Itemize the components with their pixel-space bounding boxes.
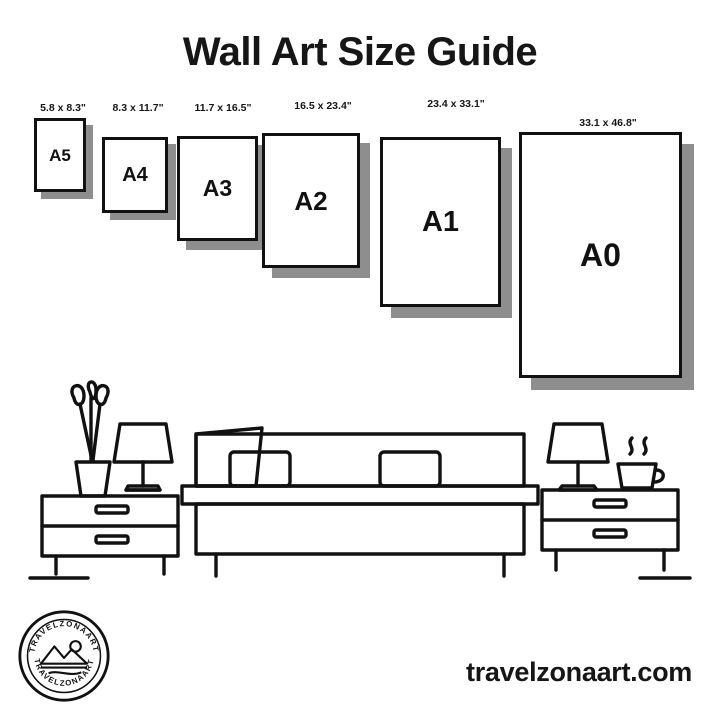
frame-label-a4: A4 <box>122 164 148 186</box>
frame-dimensions-a0: 33.1 x 46.8" <box>579 117 637 129</box>
frame-label-a5: A5 <box>49 145 71 165</box>
logo-text-bottom: TRAVELZONAART <box>32 657 96 688</box>
frame-label-a0: A0 <box>580 237 621 273</box>
logo-text-top: TRAVELZONAART <box>27 619 101 654</box>
frame-box-a1[interactable] <box>380 137 501 307</box>
frame-group-a3 <box>177 102 273 250</box>
frame-box-a4[interactable] <box>102 137 168 213</box>
page-title: Wall Art Size Guide <box>182 30 538 74</box>
frame-box-a3[interactable] <box>177 136 258 241</box>
brand-logo <box>16 608 112 704</box>
right-lamp <box>548 424 608 490</box>
footer-website-url[interactable]: travelzonaart.com <box>466 657 692 687</box>
bedroom-scene <box>0 378 720 608</box>
frame-box-a0[interactable] <box>519 132 682 378</box>
coffee-cup <box>618 438 663 488</box>
frame-group-a0 <box>519 100 699 390</box>
frame-dimensions-a4: 8.3 x 11.7" <box>112 102 164 114</box>
left-lamp <box>114 424 172 490</box>
frame-dimensions-a2: 16.5 x 23.4" <box>294 100 352 112</box>
left-nightstand <box>42 496 178 574</box>
frame-label-a3: A3 <box>202 175 233 201</box>
frame-group-a5 <box>34 102 92 198</box>
frame-dimensions-a3: 11.7 x 16.5" <box>194 102 252 114</box>
right-nightstand <box>542 490 678 570</box>
frame-group-a2 <box>262 100 376 279</box>
frame-dimensions-a1: 23.4 x 33.1" <box>427 98 485 110</box>
frame-box-a2[interactable] <box>262 133 360 268</box>
frame-box-a5[interactable] <box>34 118 86 192</box>
bed <box>182 428 538 576</box>
frame-label-a2: A2 <box>294 185 328 216</box>
frame-group-a4 <box>102 102 178 224</box>
frame-label-a1: A1 <box>421 205 460 238</box>
frame-group-a1 <box>380 98 515 320</box>
frame-dimensions-a5: 5.8 x 8.3" <box>40 102 86 114</box>
plant-vase <box>72 382 110 496</box>
